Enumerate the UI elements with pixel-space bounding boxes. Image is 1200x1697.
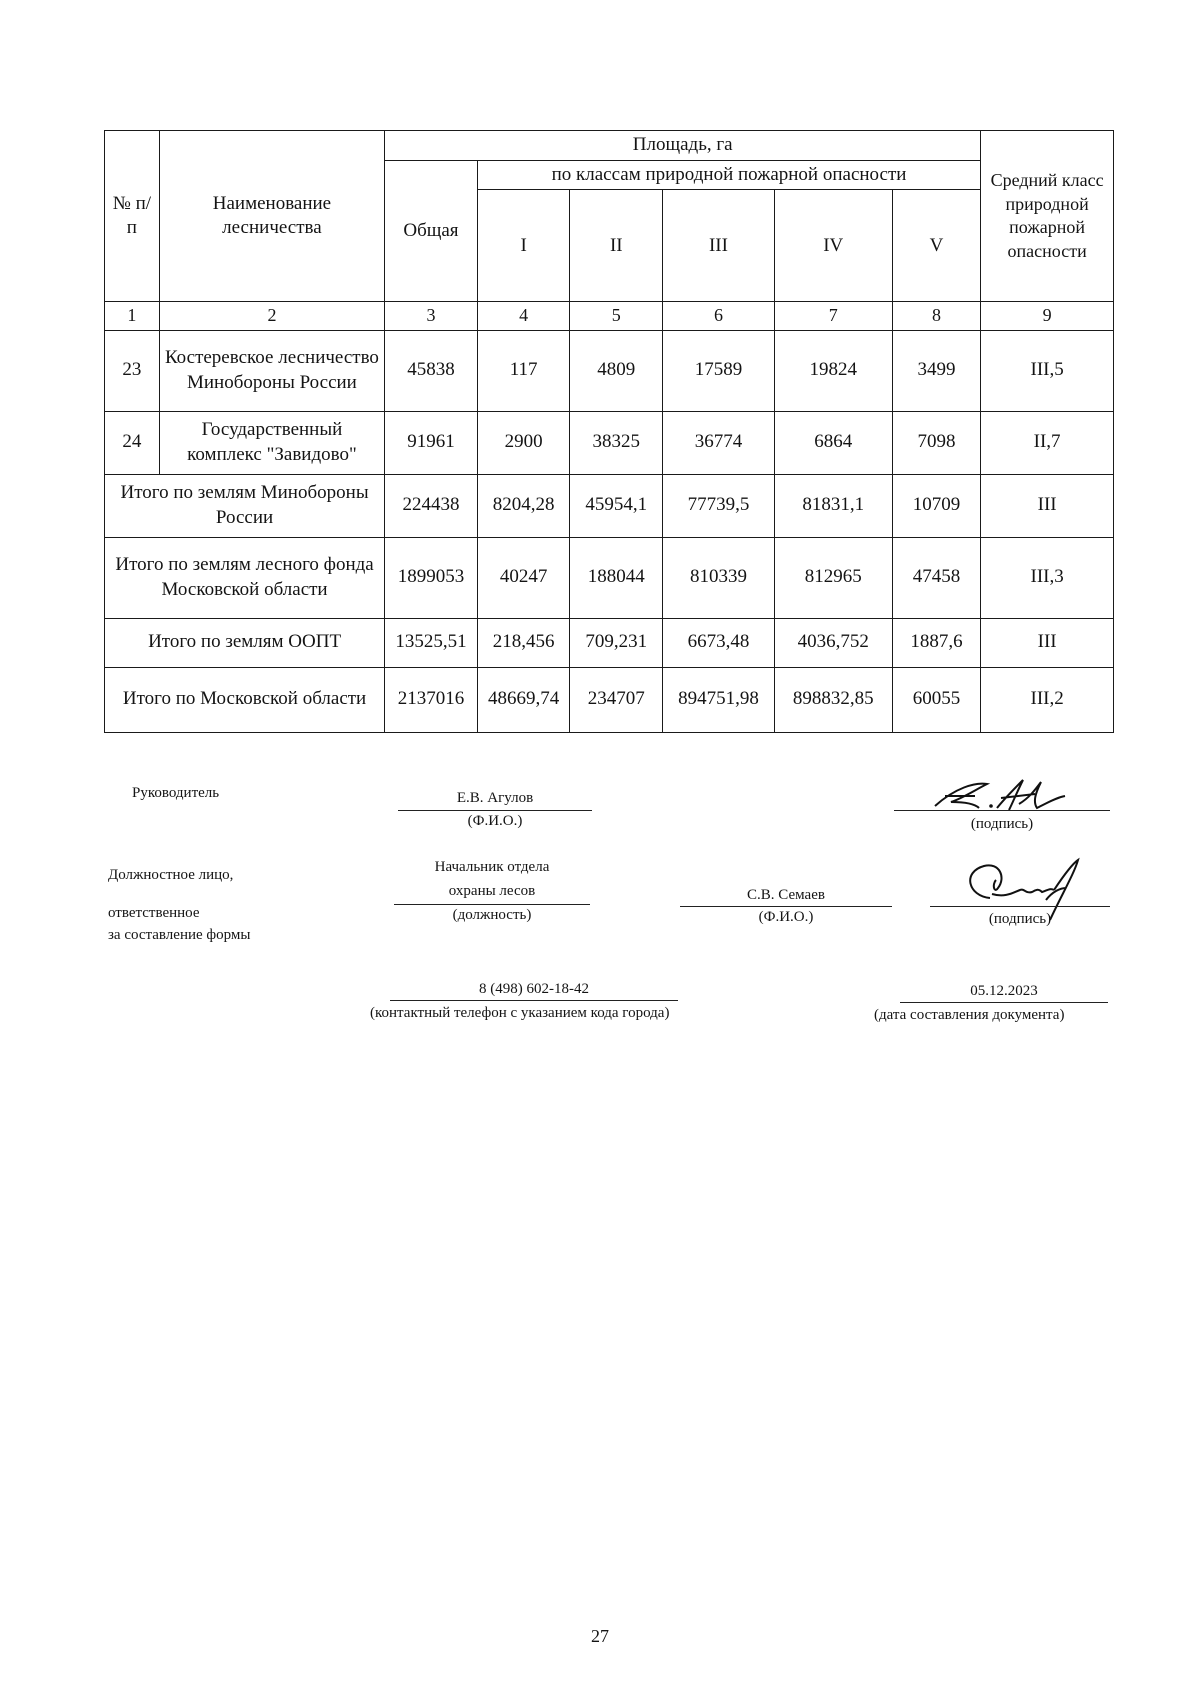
row-class-3: 36774: [663, 411, 775, 474]
total-avg-class: III,2: [981, 667, 1114, 732]
official-fio-caption: (Ф.И.О.): [758, 909, 814, 925]
total-class-4: 4036,752: [774, 618, 892, 667]
position-caption: (должность): [452, 907, 532, 923]
total-class-2: 234707: [570, 667, 663, 732]
column-number: 3: [385, 302, 478, 330]
header-class-2: II: [570, 190, 663, 302]
row-total: 45838: [385, 330, 478, 411]
row-avg-class: II,7: [981, 411, 1114, 474]
total-label: Итого по Московской области: [105, 667, 385, 732]
column-number: 1: [105, 302, 160, 330]
fire-danger-table: [104, 130, 1114, 733]
total-class-1: 8204,28: [477, 474, 570, 537]
table-row: [105, 411, 1114, 474]
official-label-line-1: Должностное лицо,: [108, 867, 234, 883]
page-number: 27: [591, 1626, 609, 1646]
total-area: 2137016: [385, 667, 478, 732]
phone-underline: [390, 1000, 678, 1001]
row-class-1: 117: [477, 330, 570, 411]
column-number-row: [105, 302, 1114, 330]
official-name: С.В. Семаев: [747, 887, 825, 903]
row-avg-class: III,5: [981, 330, 1114, 411]
row-class-2: 38325: [570, 411, 663, 474]
total-row: [105, 537, 1114, 618]
phone-caption: (контактный телефон с указанием кода города): [370, 1005, 670, 1021]
row-no: 23: [105, 330, 160, 411]
total-class-5: 47458: [892, 537, 981, 618]
row-class-3: 17589: [663, 330, 775, 411]
position-line-1: Начальник отдела: [434, 859, 550, 875]
total-avg-class: III: [981, 474, 1114, 537]
row-class-4: 19824: [774, 330, 892, 411]
column-number: 9: [981, 302, 1114, 330]
date-caption: (дата составления документа): [874, 1007, 1065, 1023]
total-area: 13525,51: [385, 618, 478, 667]
row-class-2: 4809: [570, 330, 663, 411]
header-class-3: III: [663, 190, 775, 302]
total-class-1: 40247: [477, 537, 570, 618]
total-class-1: 48669,74: [477, 667, 570, 732]
column-number: 4: [477, 302, 570, 330]
total-area: 224438: [385, 474, 478, 537]
header-area-group: Площадь, га: [385, 131, 981, 161]
table-row: [105, 330, 1114, 411]
header-avg-class: Средний класс природной пожарной опасности: [981, 131, 1114, 302]
header-class-5: V: [892, 190, 981, 302]
column-number: 7: [774, 302, 892, 330]
total-class-4: 898832,85: [774, 667, 892, 732]
total-class-5: 1887,6: [892, 618, 981, 667]
total-label: Итого по землям лесного фонда Московской области: [105, 537, 385, 618]
total-class-4: 812965: [774, 537, 892, 618]
row-class-5: 7098: [892, 411, 981, 474]
phone-number: 8 (498) 602-18-42: [479, 981, 589, 997]
head-name-underline: [398, 810, 592, 811]
head-fio-caption: (Ф.И.О.): [467, 813, 523, 829]
date-underline: [900, 1002, 1108, 1003]
total-class-4: 81831,1: [774, 474, 892, 537]
total-avg-class: III,3: [981, 537, 1114, 618]
total-avg-class: III: [981, 618, 1114, 667]
total-class-5: 60055: [892, 667, 981, 732]
total-class-3: 6673,48: [663, 618, 775, 667]
total-class-3: 894751,98: [663, 667, 775, 732]
total-class-3: 810339: [663, 537, 775, 618]
row-class-5: 3499: [892, 330, 981, 411]
total-row: [105, 667, 1114, 732]
official-signature-caption: (подпись): [988, 911, 1052, 927]
official-signature-underline: [930, 906, 1110, 907]
total-class-3: 77739,5: [663, 474, 775, 537]
total-class-2: 188044: [570, 537, 663, 618]
header-name: Наименование лесничества: [159, 131, 384, 302]
total-label: Итого по землям ООПТ: [105, 618, 385, 667]
header-class-1: I: [477, 190, 570, 302]
header-class-4: IV: [774, 190, 892, 302]
total-class-2: 45954,1: [570, 474, 663, 537]
column-number: 5: [570, 302, 663, 330]
total-row: [105, 618, 1114, 667]
row-name: Государственный комплекс "Завидово": [159, 411, 384, 474]
head-name: Е.В. Агулов: [456, 790, 534, 806]
official-label-line-2: ответственное: [108, 905, 200, 921]
column-number: 8: [892, 302, 981, 330]
official-name-underline: [680, 906, 892, 907]
row-name: Костеревское лесничество Минобороны России: [159, 330, 384, 411]
row-class-1: 2900: [477, 411, 570, 474]
official-label-line-3: за составление формы: [108, 927, 251, 943]
header-area-total: Общая: [385, 160, 478, 302]
column-number: 2: [159, 302, 384, 330]
head-signature-underline: [894, 810, 1110, 811]
total-class-1: 218,456: [477, 618, 570, 667]
column-number: 6: [663, 302, 775, 330]
position-line-2: охраны лесов: [448, 883, 536, 899]
fire-danger-table-container: [104, 130, 1114, 733]
head-signature-caption: (подпись): [970, 816, 1034, 832]
total-class-2: 709,231: [570, 618, 663, 667]
document-date: 05.12.2023: [970, 983, 1038, 999]
row-class-4: 6864: [774, 411, 892, 474]
head-label: Руководитель: [132, 785, 220, 801]
total-area: 1899053: [385, 537, 478, 618]
total-label: Итого по землям Минобороны России: [105, 474, 385, 537]
header-classes-group: по классам природной пожарной опасности: [477, 160, 980, 190]
total-row: [105, 474, 1114, 537]
row-total: 91961: [385, 411, 478, 474]
total-class-5: 10709: [892, 474, 981, 537]
header-no: № п/п: [105, 131, 160, 302]
row-no: 24: [105, 411, 160, 474]
position-underline: [394, 904, 590, 905]
